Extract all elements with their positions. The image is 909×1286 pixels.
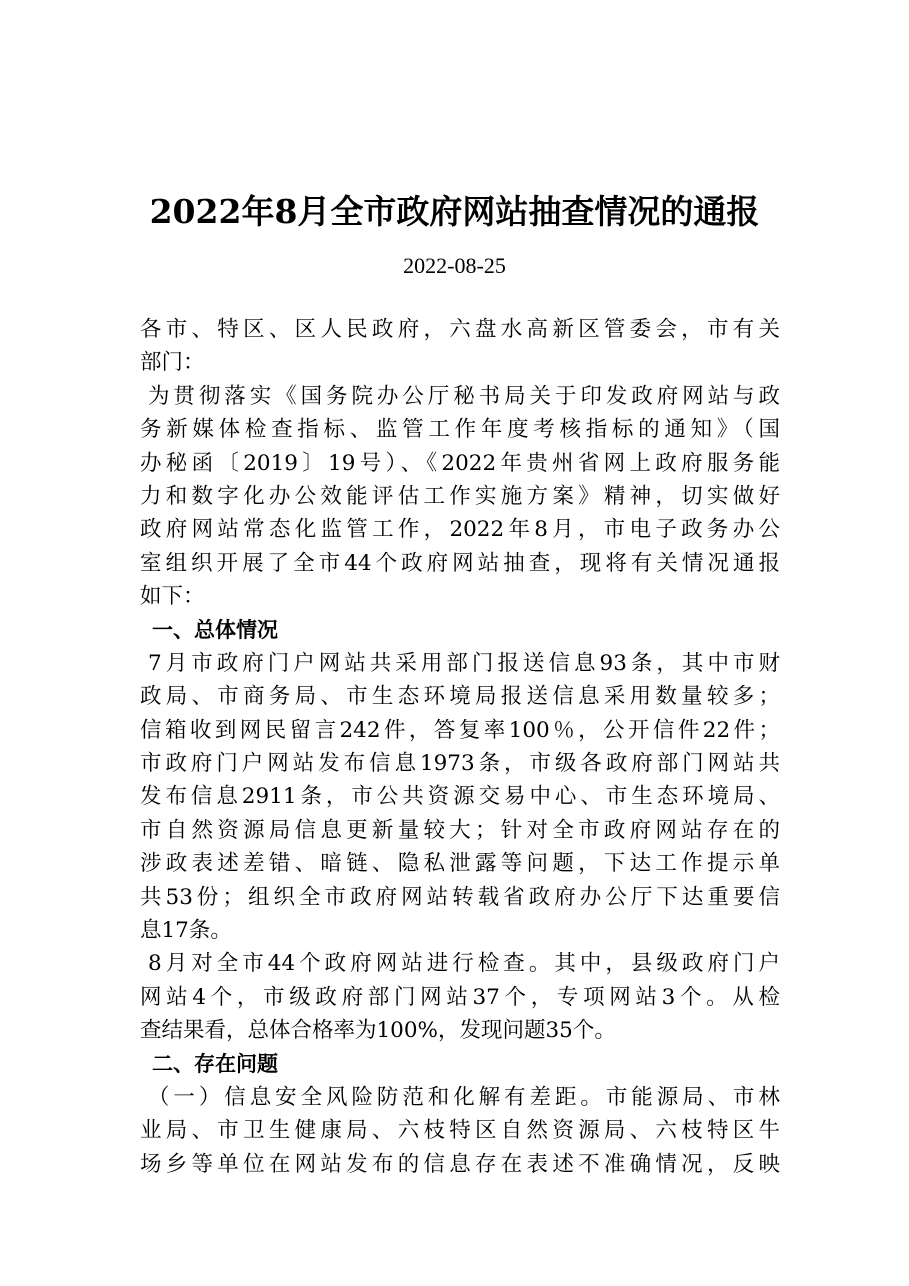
body-line: 各市、特区、区人民政府，六盘水高新区管委会，市有关 [140, 317, 780, 342]
body-line: 为贯彻落实《国务院办公厅秘书局关于印发政府网站与政 [148, 383, 780, 409]
body-line: 政局、市商务局、市生态环境局报送信息采用数量较多； [140, 684, 780, 710]
body-line: 7月市政府门户网站共采用部门报送信息93条，其中市财 [148, 650, 780, 676]
section-heading: 二、存在问题 [152, 1051, 278, 1076]
body-line: 息17条。 [140, 918, 232, 944]
body-line: 政府网站常态化监管工作，2022年8月，市电子政务办公 [140, 517, 780, 543]
document-body [140, 313, 780, 1181]
body-line: 涉政表述差错、暗链、隐私泄露等问题，下达工作提示单 [140, 851, 780, 877]
body-line: 市自然资源局信息更新量较大；针对全市政府网站存在的 [140, 817, 780, 843]
body-line: 业局、市卫生健康局、六枝特区自然资源局、六枝特区牛 [140, 1118, 780, 1144]
body-line: 部门： [140, 350, 205, 376]
body-line: 如下： [140, 584, 205, 610]
body-line: 务新媒体检查指标、监管工作年度考核指标的通知》（国 [140, 417, 780, 443]
body-line: 办秘函〔2019〕19号）、《2022年贵州省网上政府服务能 [140, 450, 780, 476]
body-line: 市政府门户网站发布信息1973条，市级各政府部门网站共 [140, 751, 780, 777]
body-line: 8月对全市44个政府网站进行检查。其中，县级政府门户 [148, 951, 780, 977]
body-line: 发布信息2911条，市公共资源交易中心、市生态环境局、 [140, 784, 780, 810]
body-line: 查结果看，总体合格率为100%，发现问题35个。 [140, 1018, 616, 1044]
body-line: 网站4个，市级政府部门网站37个，专项网站3个。从检 [140, 984, 780, 1010]
document-date: 2022-08-25 [403, 253, 506, 278]
document-title: 2022年8月全市政府网站抽查情况的通报 [149, 192, 760, 231]
body-line: 场乡等单位在网站发布的信息存在表述不准确情况，反映 [140, 1151, 780, 1177]
body-line: （一）信息安全风险防范和化解有差距。市能源局、市林 [148, 1084, 780, 1110]
body-line: 室组织开展了全市44个政府网站抽查，现将有关情况通报 [140, 550, 780, 576]
body-line: 共53份；组织全市政府网站转载省政府办公厅下达重要信 [140, 884, 780, 910]
body-line: 力和数字化办公效能评估工作实施方案》精神，切实做好 [140, 483, 780, 509]
body-line: 信箱收到网民留言242件，答复率100％，公开信件22件； [140, 717, 780, 743]
section-heading: 一、总体情况 [152, 617, 278, 642]
